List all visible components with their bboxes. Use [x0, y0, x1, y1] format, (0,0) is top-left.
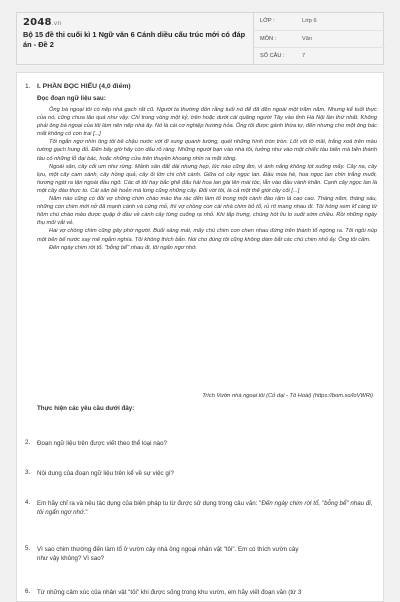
meta-value: Lớp 6 [302, 18, 317, 24]
question-number: 2. [25, 439, 31, 446]
passage-paragraph: Đến ngày chim rời tổ, "bỗng bể" nhau đi, tôi ngẩn ngơ nhớ. [49, 244, 198, 251]
meta-value: 7 [302, 53, 306, 59]
passage-paragraph: Hai vợ chồng chim cũng gây phờ người. Buổi sáng mát, mấy chú chim con chen nhau đứng trên thành tổ ngóng ra. Tôi ngồi núp một bên bể nước say mê ngắm nghía. Tôi không thích bắn. Nói cho đúng tôi cũng không dám bắt các chú chim nhỏ ấy. Ông tôi cấm. [37, 228, 377, 243]
passage-paragraph: Năm nào cũng có đôi vợ chồng chim chào mào tha rác đến làm tổ trong một cành đào rậm lá cao cao. Tháng năm, tháng sáu, những con chim mới nở đã mạnh cánh và cứng mỏ, thì vợ chồng con cái nhà chim bỏ tổ, rủ rít mang nhau đi. Tôi hóng xem kĩ càng từ hôm chú chào mào được quập ở đầu về cành cây từng cuống rạ nhỏ. Khi tấp trưng, chúng hót líu lo suốt sớm chiều. Rồi những ngày thụ mối vắt vẻ. [37, 196, 377, 227]
meta-row-question-count [254, 47, 385, 65]
question-line: Vì sao chim thường đến làm tổ ở vườn cây nhà ông ngoại nhân vật "tôi". Em có thích vườn cây [37, 546, 299, 553]
question-text [37, 545, 377, 563]
meta-key: MÔN : [260, 36, 277, 42]
question-number: 6. [25, 588, 31, 595]
passage-paragraph: Ngoài sân, cây cối um như rừng. Mảnh sân đất dài nhưng hẹp, lúc nào cũng ẩm, vì ánh nắng không lọt xuống mấy. Cây na, cây lựu, một cây cam sành, cây hồng quả, cây ổi lớn chi chít cành. Giữa có cây ngọc lan. Đầu mùa hè, hoa ngọc lan chín trắng muốt, hương ngát ra tận ngoài đầu ngõ. Các di tôi hay bắc ghế đẩu hái hoa lan gài lên mái tóc, lẫn vào đầu vành khăn. Cạnh cây ngọc lan là một cây đào thực to. Cái sân bề hoẻn mà lừng cũng những cây. Đối với tôi, là cả một thế giới cây cối [...] [37, 163, 377, 194]
document-title: Bộ 15 đề thi cuối kì 1 Ngữ văn 6 Cánh diều cấu trúc mới có đáp án - Đề 2 [23, 30, 246, 49]
passage-paragraph: Ông bà ngoại tôi có nếp nhà gạch rất cũ. Người ta thường đồn rằng tuổi nó để đã đến ngoài một trăm năm. Nhưng kể tuổi thực của nó, cũng chưa lão quá như vậy. Chỉ trong vòng một kỷ, trên hoặc dưới cái quãng người Tây vào tỉnh Hà Nội lần thứ nhất. Không phải ông bà ngoại của tôi làm nên nếp nhà ấy. Nó là cái cơ nghiệp hương hỏa. Ông tôi được gánh thừa tự, đến nhưng cho một ông bác mất không có con trai [...] [37, 107, 378, 138]
question-text: Đoạn ngữ liệu trên được viết theo thể loại nào? [37, 440, 167, 447]
exam-paper [16, 72, 384, 602]
document-meta [253, 13, 385, 64]
question-text: Nội dung của đoạn ngữ liệu trên kể về sự việc gì? [37, 470, 174, 477]
meta-row-class [254, 13, 385, 30]
question-number: 5. [25, 545, 31, 552]
question-number: 4. [25, 499, 31, 506]
section-number: 1. [25, 83, 31, 90]
question-text [37, 499, 377, 517]
reading-passage [37, 106, 377, 252]
question-quote: Đến ngày chim rời tổ, "bỗng bể" nhau đi, tôi ngẩn ngơ nhớ. [37, 500, 373, 516]
passage-paragraph: Tôi ngắn ngơ nhìn ông tôi bê chậu nước với đi xung quanh tường, quét những hình tròn tròn. Lốt vôi tô mãi, trắng xoá trên màu tường gạch hung đỏ. Đến bây giờ hãy còn dấu rõ ràng. Những người bạn vào nhà tôi, tưởng như vào một chiếc tàu biển mà bên thành tàu có những lỗ đại bác, hoặc những cửa trên thuyền khoang nhìn ra mặt sông. [37, 139, 377, 162]
question-text: Từ những cảm xúc của nhân vật "tôi" khi được sống trong khu vườn, em hãy viết đoạn văn (từ 3 [37, 589, 302, 596]
section-title: I. PHẦN ĐỌC HIỂU (4,0 điểm) [37, 83, 131, 90]
question-number: 3. [25, 469, 31, 476]
logo-text: 2048 [23, 17, 52, 28]
question-suffix: " [85, 509, 88, 516]
meta-key: LỚP : [260, 18, 275, 24]
site-logo[interactable] [23, 17, 62, 28]
question-line: như vậy không? Vì sao? [37, 555, 105, 562]
logo-suffix: .vn [51, 20, 62, 27]
meta-key: SỐ CÂU : [260, 53, 285, 59]
question-prefix: Em hãy chỉ ra và nêu tác dụng của biện pháp tu từ được sử dụng trong câu văn: " [37, 500, 262, 507]
passage-source[interactable]: Trích Vườn nhà ngoại tôi (Cỏ dại - Tô Hoài) (https://bom.so/loVWRi) [202, 393, 373, 399]
meta-row-subject [254, 30, 385, 48]
passage-heading: Đọc đoạn ngữ liệu sau: [37, 95, 106, 102]
document-header [16, 12, 384, 65]
task-heading: Thực hiện các yêu cầu dưới đây: [37, 405, 135, 412]
meta-value: Văn [302, 36, 312, 42]
